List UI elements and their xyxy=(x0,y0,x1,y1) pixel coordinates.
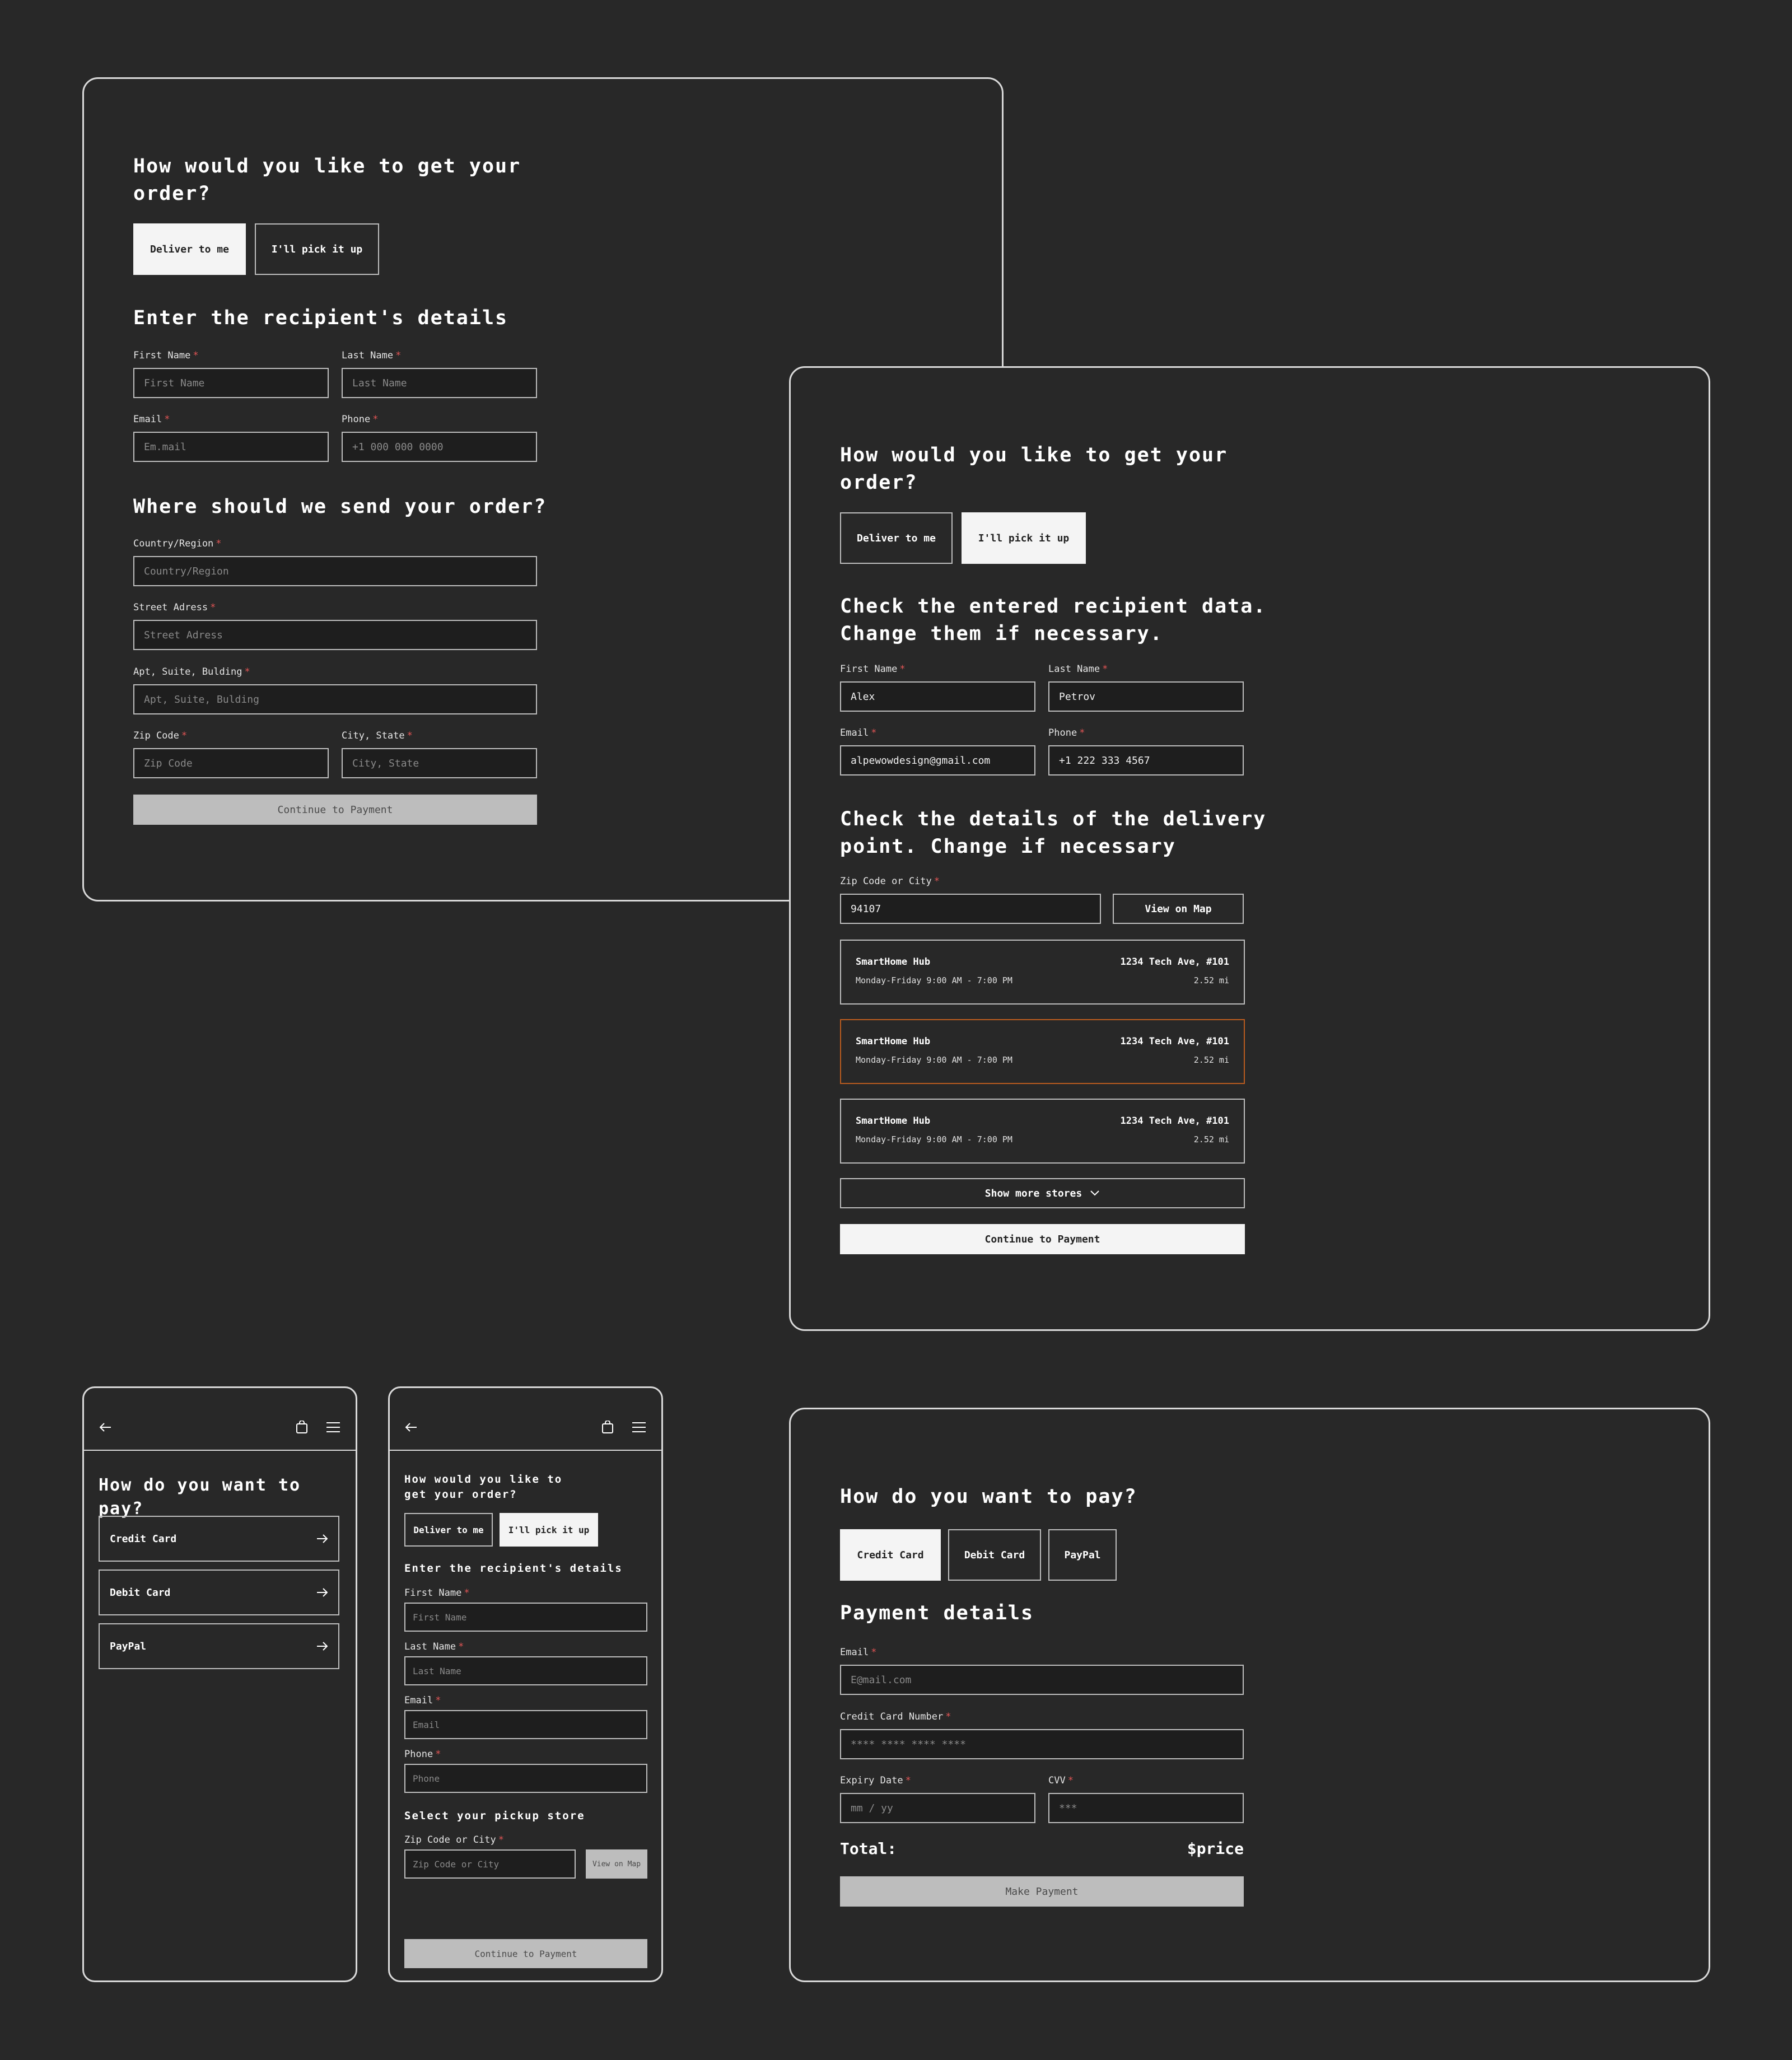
menu-icon[interactable] xyxy=(326,1422,340,1433)
menu-icon[interactable] xyxy=(632,1422,646,1433)
store-hours: Monday-Friday 9:00 AM - 7:00 PM xyxy=(856,1055,1012,1065)
store-name: SmartHome Hub xyxy=(856,956,931,968)
credit-card-option[interactable] xyxy=(99,1516,339,1562)
continue-to-payment-button[interactable]: Continue to Payment xyxy=(404,1939,647,1968)
pay-title: How do you want to pay? xyxy=(840,1486,1137,1508)
recipient-check-title: Check the entered recipient data. Change them if necessary. xyxy=(840,595,1267,645)
address-title: Where should we send your order? xyxy=(133,496,547,518)
zip-label: Zip Code * xyxy=(133,730,188,741)
email-label: Email * xyxy=(133,414,170,425)
email-input[interactable]: alpewowdesign@gmail.com xyxy=(840,745,1035,776)
make-payment-button[interactable]: Make Payment xyxy=(840,1876,1244,1907)
view-on-map-button[interactable]: View on Map xyxy=(1113,894,1244,924)
store-distance: 2.52 mi xyxy=(1193,1055,1229,1065)
first-name-input[interactable]: First Name xyxy=(404,1603,647,1632)
zip-city-label: Zip Code or City * xyxy=(840,876,940,887)
deliver-to-me-button[interactable]: Deliver to me xyxy=(133,223,246,275)
store-address: 1234 Tech Ave, #101 xyxy=(1120,1115,1229,1127)
email-label: Email * xyxy=(840,1647,877,1658)
store-hours: Monday-Friday 9:00 AM - 7:00 PM xyxy=(856,1134,1012,1145)
first-name-label: First Name * xyxy=(133,350,199,361)
store-distance: 2.52 mi xyxy=(1193,975,1229,985)
show-more-stores-button[interactable] xyxy=(840,1178,1245,1208)
mobile-pay-card xyxy=(82,1386,357,1982)
phone-input[interactable]: +1 222 333 4567 xyxy=(1048,745,1244,776)
option-label: PayPal xyxy=(110,1640,147,1652)
card-number-input[interactable]: **** **** **** **** xyxy=(840,1729,1244,1759)
deliver-to-me-button[interactable]: Deliver to me xyxy=(404,1513,493,1547)
store-name: SmartHome Hub xyxy=(856,1115,931,1127)
phone-label: Phone * xyxy=(404,1749,441,1760)
phone-input[interactable]: +1 000 000 0000 xyxy=(342,432,537,462)
store-hours: Monday-Friday 9:00 AM - 7:00 PM xyxy=(856,975,1012,985)
country-input[interactable]: Country/Region xyxy=(133,556,537,586)
store-option[interactable] xyxy=(840,940,1245,1005)
payment-details-title: Payment details xyxy=(840,1602,1034,1624)
first-name-input[interactable]: Alex xyxy=(840,681,1035,712)
desktop-payment-card xyxy=(789,1408,1710,1982)
expiry-input[interactable]: mm / yy xyxy=(840,1793,1035,1823)
street-label: Street Adress * xyxy=(133,602,216,613)
bag-icon[interactable] xyxy=(601,1421,614,1434)
recipient-title: Enter the recipient's details xyxy=(404,1562,623,1575)
pickup-method-title: How would you like to get your order? xyxy=(840,444,1228,494)
zip-city-label: Zip Code or City * xyxy=(404,1834,505,1846)
store-option-selected[interactable] xyxy=(840,1019,1245,1084)
last-name-label: Last Name * xyxy=(1048,664,1108,675)
chevron-down-icon xyxy=(1090,1190,1100,1197)
debit-card-option[interactable] xyxy=(99,1569,339,1615)
desktop-pickup-card xyxy=(789,366,1710,1331)
zip-city-input[interactable]: 94107 xyxy=(840,894,1101,924)
back-arrow-icon[interactable] xyxy=(99,1422,112,1433)
card-number-label: Credit Card Number * xyxy=(840,1711,951,1722)
street-input[interactable]: Street Adress xyxy=(133,620,537,650)
view-on-map-button[interactable]: View on Map xyxy=(586,1849,647,1879)
apt-label: Apt, Suite, Bulding * xyxy=(133,666,250,678)
recipient-title: Enter the recipient's details xyxy=(133,307,508,329)
delivery-method-title: How would you like to get your order? xyxy=(133,155,521,205)
first-name-input[interactable]: First Name xyxy=(133,368,329,398)
paypal-option[interactable] xyxy=(99,1623,339,1669)
paypal-button[interactable]: PayPal xyxy=(1048,1529,1117,1581)
option-label: Credit Card xyxy=(110,1533,177,1545)
mobile-delivery-card xyxy=(388,1386,663,1982)
pick-up-button[interactable]: I'll pick it up xyxy=(962,512,1086,564)
apt-input[interactable]: Apt, Suite, Bulding xyxy=(133,684,537,714)
debit-card-button[interactable]: Debit Card xyxy=(948,1529,1041,1581)
country-label: Country/Region * xyxy=(133,538,222,549)
store-address: 1234 Tech Ave, #101 xyxy=(1120,1036,1229,1047)
arrow-right-icon xyxy=(316,1587,328,1598)
last-name-label: Last Name * xyxy=(404,1641,464,1652)
phone-label: Phone * xyxy=(342,414,379,425)
total-value: $price xyxy=(1187,1839,1244,1858)
store-address: 1234 Tech Ave, #101 xyxy=(1120,956,1229,968)
email-input[interactable]: E@mail.com xyxy=(840,1665,1244,1695)
pay-title: How do you want to pay? xyxy=(99,1475,301,1519)
show-more-label: Show more stores xyxy=(984,1187,1082,1199)
first-name-label: First Name * xyxy=(404,1587,470,1599)
header-divider xyxy=(84,1450,356,1451)
zip-input[interactable]: Zip Code xyxy=(133,748,329,778)
store-name: SmartHome Hub xyxy=(856,1036,931,1047)
back-arrow-icon[interactable] xyxy=(404,1422,418,1433)
store-option[interactable] xyxy=(840,1099,1245,1164)
delivery-point-title: Check the details of the delivery point. Change if necessary xyxy=(840,808,1267,858)
last-name-label: Last Name * xyxy=(342,350,402,361)
phone-label: Phone * xyxy=(1048,727,1085,739)
last-name-input[interactable]: Last Name xyxy=(342,368,537,398)
total-label: Total: xyxy=(840,1839,897,1858)
pickup-store-title: Select your pickup store xyxy=(404,1810,585,1822)
pick-up-button[interactable]: I'll pick it up xyxy=(500,1513,598,1547)
email-label: Email * xyxy=(404,1695,441,1706)
cvv-label: CVV * xyxy=(1048,1775,1074,1786)
last-name-input[interactable]: Petrov xyxy=(1048,681,1244,712)
cvv-input[interactable]: *** xyxy=(1048,1793,1244,1823)
first-name-label: First Name * xyxy=(840,664,906,675)
zip-city-input[interactable]: Zip Code or City xyxy=(404,1849,576,1879)
last-name-input[interactable]: Last Name xyxy=(404,1656,647,1685)
pick-up-button[interactable]: I'll pick it up xyxy=(255,223,379,275)
credit-card-button[interactable]: Credit Card xyxy=(840,1529,941,1581)
city-input[interactable]: City, State xyxy=(342,748,537,778)
arrow-right-icon xyxy=(316,1533,328,1544)
arrow-right-icon xyxy=(316,1641,328,1652)
deliver-to-me-button[interactable]: Deliver to me xyxy=(840,512,953,564)
bag-icon[interactable] xyxy=(296,1421,308,1434)
email-input[interactable]: Em.mail xyxy=(133,432,329,462)
option-label: Debit Card xyxy=(110,1586,171,1599)
continue-to-payment-button[interactable]: Continue to Payment xyxy=(840,1224,1245,1254)
email-label: Email * xyxy=(840,727,877,739)
store-distance: 2.52 mi xyxy=(1193,1134,1229,1145)
city-label: City, State * xyxy=(342,730,413,741)
email-input[interactable]: Email xyxy=(404,1710,647,1739)
expiry-label: Expiry Date * xyxy=(840,1775,911,1786)
delivery-method-title: How would you like to get your order? xyxy=(404,1473,563,1501)
continue-to-payment-button[interactable]: Continue to Payment xyxy=(133,795,537,825)
header-divider xyxy=(390,1450,661,1451)
phone-input[interactable]: Phone xyxy=(404,1764,647,1793)
